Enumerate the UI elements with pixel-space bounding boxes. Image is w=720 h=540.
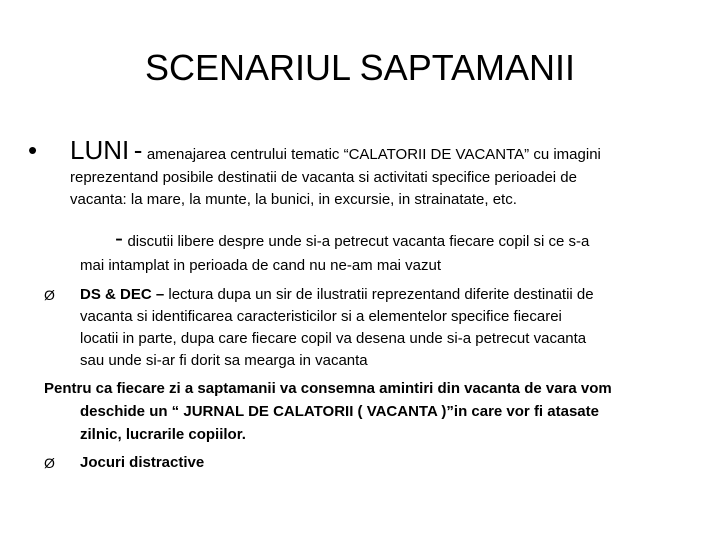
jurnal-line-2: deschide un “ JURNAL DE CALATORII ( VACANTA )”in care vor fi atasate (80, 403, 599, 420)
ds-dec-lead: DS & DEC – (80, 286, 165, 303)
discutii-line-2: mai intamplat in perioada de cand nu ne-am mai vazut (80, 257, 442, 274)
slide-title: SCENARIUL SAPTAMANII (144, 47, 576, 88)
discutii-first-line (115, 225, 589, 256)
luni-text-line-1: amenajarea centrului tematic “CALATORII DE VACANTA” cu imagini (146, 146, 601, 163)
ds-dec-line-2: vacanta si identificarea caracteristicilor si a elementelor specifice fiecarei (80, 308, 562, 325)
luni-dash: - (133, 135, 143, 165)
luni-first-line (70, 134, 601, 171)
bullet-dot-icon: • (28, 135, 38, 165)
jocuri-label: Jocuri distractive (80, 454, 205, 471)
ds-dec-text-1: lectura dupa un sir de ilustratii reprezentand diferite destinatii de (168, 286, 594, 303)
arrow-bullet-icon: Ø (44, 287, 55, 303)
luni-text-line-2: reprezentand posibile destinatii de vacanta si activitati specifice perioadei de (70, 169, 577, 186)
jurnal-line-3: zilnic, lucrarile copiilor. (80, 426, 246, 443)
ds-dec-line-4: sau unde si-ar fi dorit sa mearga in vacanta (80, 352, 368, 369)
discutii-dash: - (115, 225, 123, 252)
ds-dec-line-3: locatii in parte, dupa care fiecare copil va desena unde si-a petrecut vacanta (80, 330, 587, 347)
jurnal-line-1: Pentru ca fiecare zi a saptamanii va consemna amintiri din vacanta de vara vom (44, 380, 612, 397)
ds-dec-line-1 (80, 284, 594, 306)
luni-text-line-3: vacanta: la mare, la munte, la bunici, in excursie, in strainatate, etc. (70, 191, 517, 208)
luni-day-label: LUNI (70, 135, 130, 165)
arrow-bullet-icon: Ø (44, 455, 55, 471)
discutii-line-1: discutii libere despre unde si-a petrecut vacanta fiecare copil si ce s-a (127, 233, 590, 250)
